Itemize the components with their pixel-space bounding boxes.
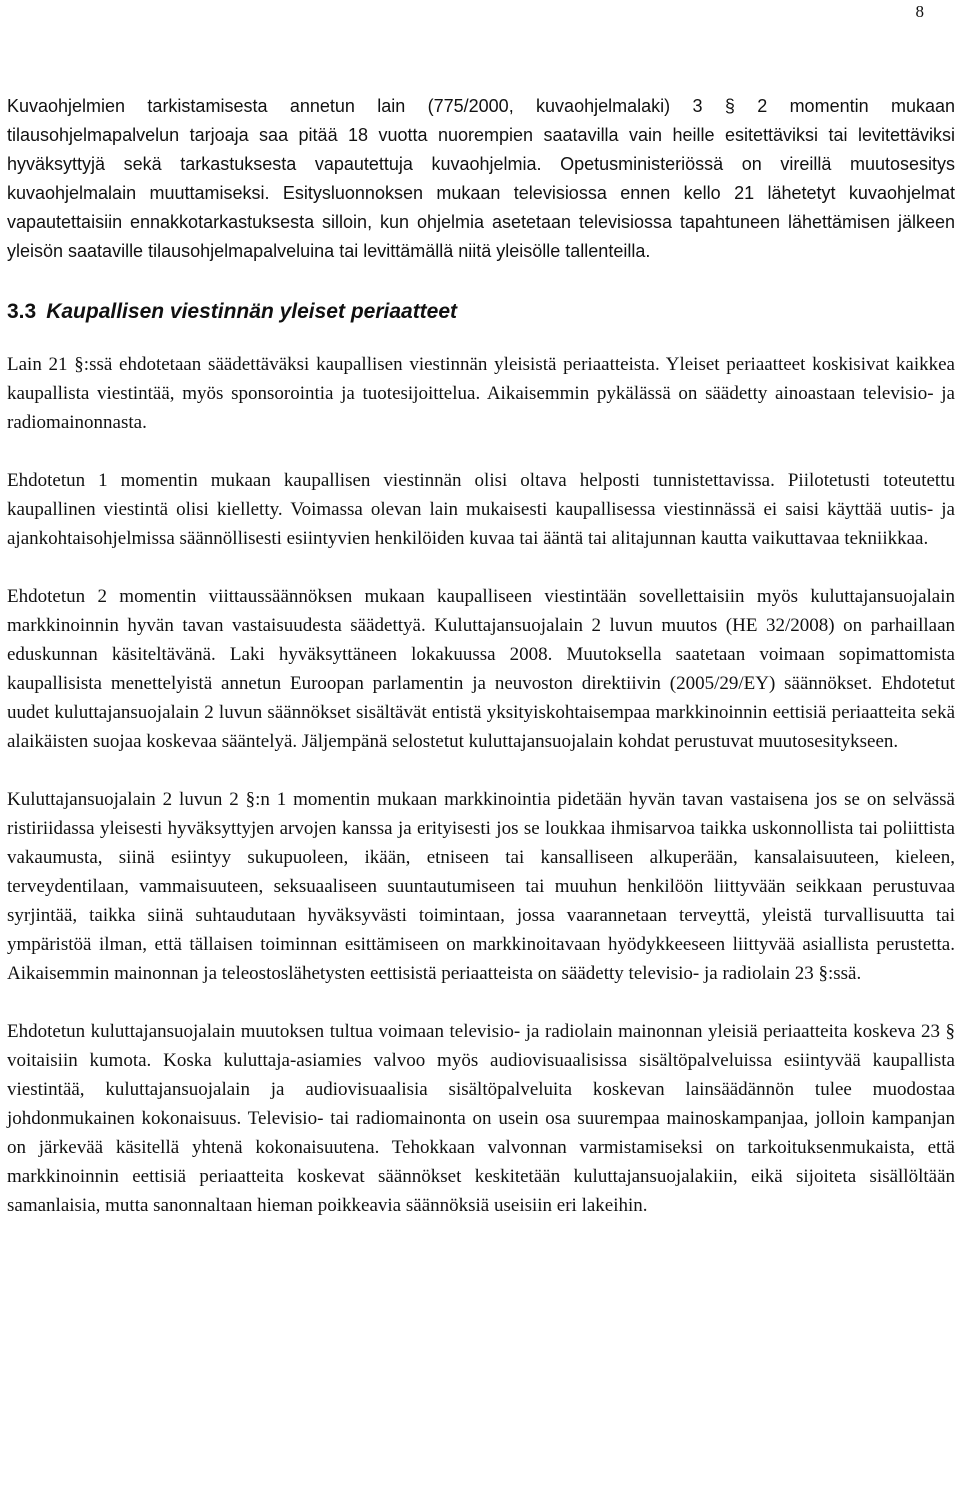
intro-paragraph-part-b: Esitysluonnoksen mukaan televisiossa ennen kello 21 lähetetyt kuvaohjelmat vapautettaisiin ennakkotarkastuksesta silloin, kun ohjelmia asetetaan televisiossa tapahtuneen lähettämisen jälkeen yleisön saataville tilausohjelmapalveluina tai levittämällä niitä yleisölle tallenteilla. xyxy=(7,183,955,261)
body-paragraph-1: Lain 21 §:ssä ehdotetaan säädettäväksi kaupallisen viestinnän yleisistä periaatteista. Yleiset periaatteet koskisivat kaikkea kaupallista viestintää, myös sponsorointia ja tuotesijoittelua. Aikaisemmin pykälässä on säädetty ainoastaan televisio- ja radiomainonnasta. xyxy=(7,354,955,433)
body-paragraph-4: Kuluttajansuojalain 2 luvun 2 §:n 1 momentin mukaan markkinointia pidetään hyvän tavan vastaisena jos se on selvässä ristiriidassa yleisesti hyväksyttyjen arvojen kanssa ja erityisesti jos se loukkaa ihmisarvoa taikka uskonnollista tai poliittista vakaumusta, siinä esiintyy sukupuoleen, ikään, etniseen tai kansalliseen alkuperään, kansalaisuuteen, kieleen, terveydentilaan, vammaisuuteen, seksuaaliseen suuntautumiseen tai muuhun henkilöön liittyvään seikkaan perustuvaa syrjintää, taikka siinä suhtaudutaan hyväksyvästi toimintaan, jossa vaarannetaan terveyttä, yleistä turvallisuutta tai ympäristöä ilman, että tällaisen toiminnan esittämiseen on markkinoitavaan hyödykkeeseen liittyvää asiallista perustetta. Aikaisemmin mainonnan ja teleostoslähetysten eettisistä periaatteista on säädetty televisio- ja radiolain 23 §:ssä. xyxy=(7,789,955,984)
page-number: 8 xyxy=(915,2,924,21)
section-heading xyxy=(7,295,955,328)
body-paragraph-2: Ehdotetun 1 momentin mukaan kaupallisen viestinnän olisi oltava helposti tunnistettavissa. Piilotetusti toteutettu kaupallinen viestintä olisi kielletty. Voimassa olevan lain mukaisesti kaupallisessa viestinnässä ei saisi käyttää uutis- ja ajankohtaisohjelmissa säännöllisesti esiintyvien henkilöiden kuvaa tai ääntä tai alitajunnan kautta vaikuttavaa tekniikkaa. xyxy=(7,470,955,549)
intro-paragraph-part-a: Kuvaohjelmien tarkistamisesta annetun lain (775/2000, kuvaohjelmalaki) 3 § 2 momentin mukaan tilausohjelmapalvelun tarjoaja saa pitää 18 vuotta nuorempien saatavilla vain heille esitettäviksi tai levitettäviksi hyväksyttyjä sekä tarkastuksesta vapautettuja kuvaohjelmia. Opetusministeriössä on vireillä muutosesitys kuvaohjelmalain muuttamiseksi. xyxy=(7,96,955,203)
section-title: Kaupallisen viestinnän yleiset periaatteet xyxy=(46,300,458,323)
document-body xyxy=(7,92,955,1220)
body-paragraph-3: Ehdotetun 2 momentin viittaussäännöksen mukaan kaupalliseen viestintään sovellettaisiin myös kuluttajansuojalain markkinoinnin hyvän tavan vastaisuudesta säädettyä. Kuluttajansuojalain 2 luvun muutos (HE 32/2008) on parhaillaan eduskunnan käsiteltävänä. Laki hyväksyttäneen lokakuussa 2008. Muutoksella saatetaan voimaan sopimattomista kaupallisista menettelyistä annetun Euroopan parlamentin ja neuvoston direktiivin (2005/29/EY) säännökset. Ehdotetut uudet kuluttajansuojalain 2 luvun säännökset sisältävät entistä yksityiskohtaisempaa markkinoinnin eettisiä periaatteita sekä alaikäisten suojaa koskevaa sääntelyä. Jäljempänä selostetut kuluttajansuojalain kohdat perustuvat muutosesitykseen. xyxy=(7,586,955,752)
section-number: 3.3 xyxy=(7,300,37,323)
intro-paragraph xyxy=(7,92,955,266)
body-paragraph-5: Ehdotetun kuluttajansuojalain muutoksen tultua voimaan televisio- ja radiolain mainonnan yleisiä periaatteita koskeva 23 § voitaisiin kumota. Koska kuluttaja-asiamies valvoo myös audiovisuaalisissa sisältöpalveluissa esiintyvää kaupallista viestintää, kuluttajansuojalain ja audiovisuaalisia sisältöpalveluita koskevan lainsäädännön tulee muodostaa johdonmukainen kokonaisuus. Televisio- tai radiomainonta on usein osa suurempaa mainoskampanjaa, jolloin kampanjan on järkevää käsitellä yhtenä kokonaisuutena. Tehokkaan valvonnan varmistamiseksi on tarkoituksenmukaista, että markkinoinnin eettisiä periaatteita koskevat säännökset keskitetään kuluttajansuojalakiin, eikä sijoiteta sisällöltään samanlaisia, mutta sanonnaltaan hieman poikkeavia säännöksiä useisiin eri lakeihin. xyxy=(7,1021,955,1216)
